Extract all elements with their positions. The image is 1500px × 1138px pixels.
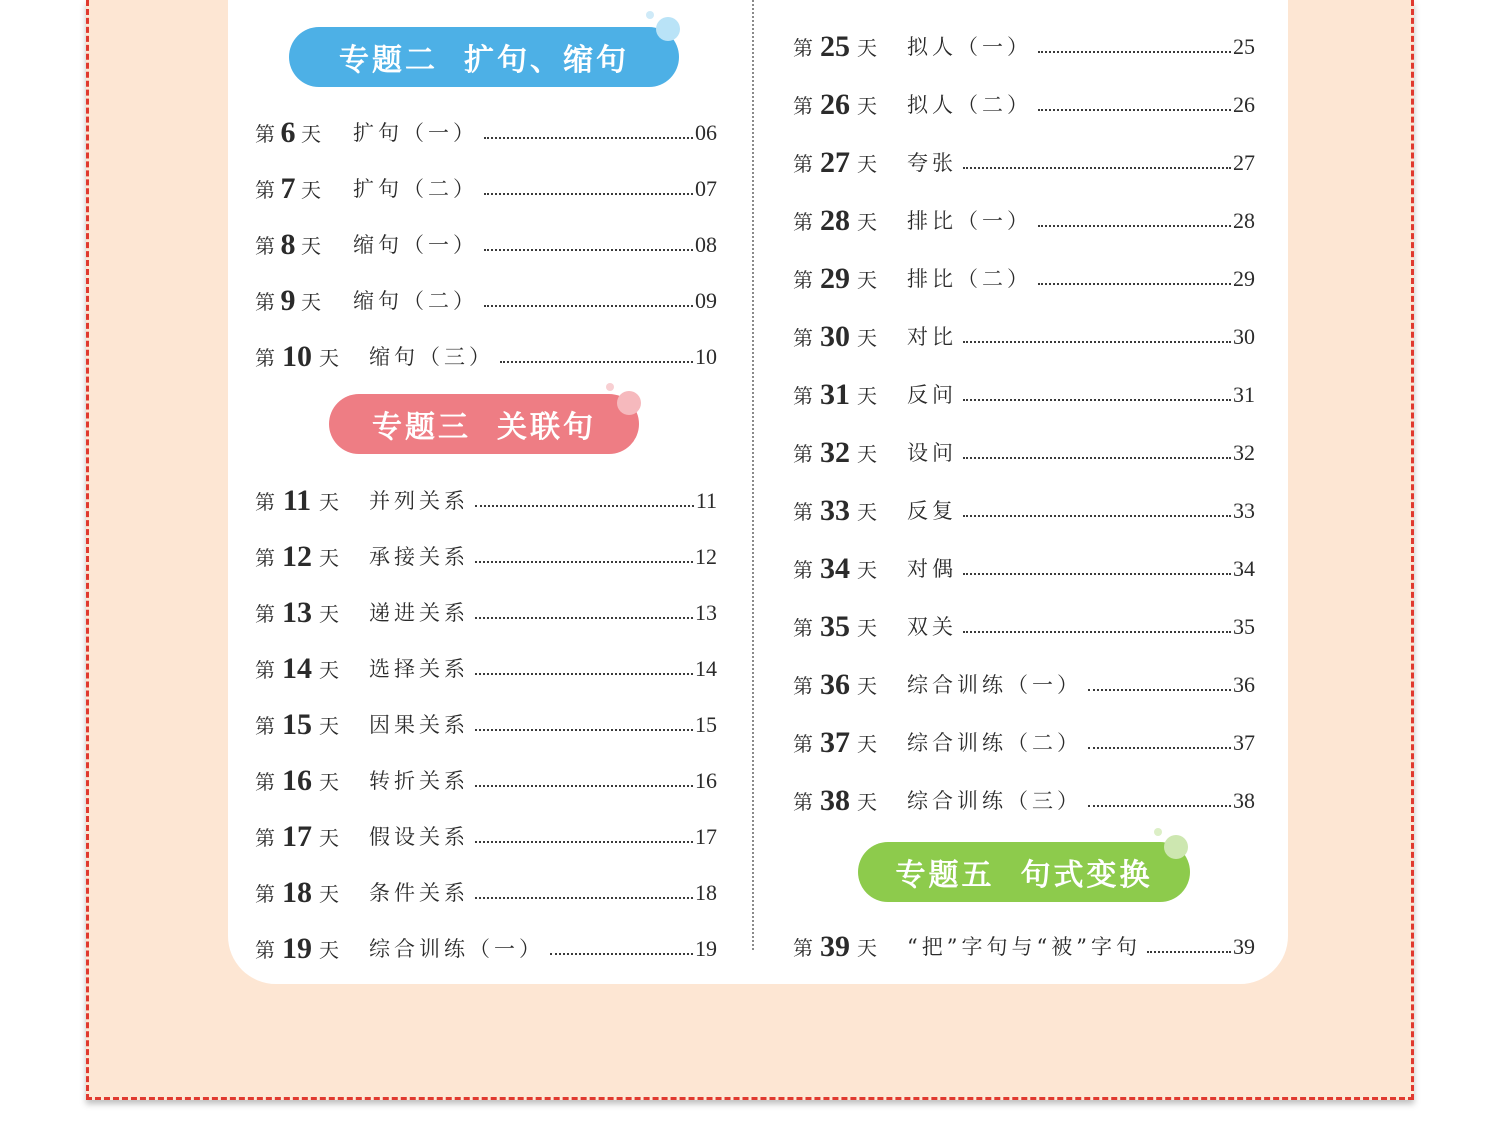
day-number: 17 — [282, 820, 312, 853]
day-prefix: 第 — [255, 770, 275, 794]
dot-leader — [484, 193, 693, 195]
entry-title: 缩句（一） — [353, 233, 478, 257]
day-suffix: 天 — [857, 36, 877, 60]
day-suffix: 天 — [857, 210, 877, 234]
day-prefix: 第 — [793, 674, 813, 698]
day-prefix: 第 — [255, 178, 275, 202]
day-prefix: 第 — [793, 936, 813, 960]
day-number: 28 — [820, 204, 850, 237]
day-suffix: 天 — [301, 122, 321, 146]
day-suffix: 天 — [319, 882, 339, 906]
toc-entry — [255, 756, 717, 796]
toc-entry — [793, 486, 1255, 526]
day-number: 15 — [282, 708, 312, 741]
toc-entry — [793, 196, 1255, 236]
day-prefix: 第 — [793, 558, 813, 582]
day-prefix: 第 — [793, 268, 813, 292]
day-prefix: 第 — [255, 882, 275, 906]
entry-title: 排比（一） — [907, 209, 1032, 233]
entry-title: 因果关系 — [369, 713, 469, 737]
entry-title: 双关 — [907, 615, 957, 639]
page-number: 39 — [1233, 934, 1255, 959]
day-suffix: 天 — [857, 558, 877, 582]
day-number: 12 — [282, 540, 312, 573]
day-number: 27 — [820, 146, 850, 179]
toc-entry — [793, 370, 1255, 410]
page-number: 37 — [1233, 730, 1255, 755]
entry-title: 综合训练（一） — [369, 937, 544, 961]
entry-title: 缩句（二） — [353, 289, 478, 313]
dot-leader — [475, 617, 693, 619]
entry-title: 夸张 — [907, 151, 957, 175]
page-number: 30 — [1233, 324, 1255, 349]
entry-title: 综合训练（三） — [907, 789, 1082, 813]
toc-entry — [255, 276, 717, 316]
day-prefix: 第 — [255, 602, 275, 626]
day-suffix: 天 — [319, 826, 339, 850]
dot-leader — [475, 785, 693, 787]
page-number: 14 — [695, 656, 717, 681]
entry-title: 选择关系 — [369, 657, 469, 681]
day-number: 16 — [282, 764, 312, 797]
topic-2-bubble-small — [646, 11, 654, 19]
day-number: 11 — [282, 484, 312, 517]
entry-title: 拟人（一） — [907, 35, 1032, 59]
page-number: 36 — [1233, 672, 1255, 697]
dot-leader — [963, 399, 1231, 401]
toc-entry — [255, 220, 717, 260]
dot-leader — [963, 515, 1231, 517]
page-number: 15 — [695, 712, 717, 737]
toc-entry — [255, 644, 717, 684]
day-number: 31 — [820, 378, 850, 411]
day-suffix: 天 — [857, 152, 877, 176]
day-prefix: 第 — [793, 790, 813, 814]
day-number: 33 — [820, 494, 850, 527]
dot-leader — [1088, 689, 1231, 691]
day-suffix: 天 — [301, 290, 321, 314]
entry-title: 排比（二） — [907, 267, 1032, 291]
topic-5-bubble — [1164, 835, 1188, 859]
day-prefix: 第 — [255, 546, 275, 570]
entry-title: 综合训练（二） — [907, 731, 1082, 755]
topic-3-title: 关联句 — [497, 410, 596, 445]
day-suffix: 天 — [857, 442, 877, 466]
page-number: 08 — [695, 232, 717, 257]
entry-title: 承接关系 — [369, 545, 469, 569]
entry-title: 反复 — [907, 499, 957, 523]
day-number: 9 — [280, 284, 296, 317]
day-number: 7 — [280, 172, 296, 205]
dot-leader — [963, 167, 1231, 169]
toc-entry — [255, 476, 717, 516]
dot-leader — [475, 841, 693, 843]
toc-entry — [793, 22, 1255, 62]
dot-leader — [1038, 283, 1231, 285]
entry-title: 假设关系 — [369, 825, 469, 849]
entry-title: 拟人（二） — [907, 93, 1032, 117]
day-number: 37 — [820, 726, 850, 759]
day-prefix: 第 — [793, 210, 813, 234]
day-suffix: 天 — [319, 658, 339, 682]
day-number: 36 — [820, 668, 850, 701]
dot-leader — [550, 953, 693, 955]
toc-entry — [255, 700, 717, 740]
day-suffix: 天 — [857, 674, 877, 698]
topic-5-title: 句式变换 — [1020, 858, 1153, 893]
day-number: 34 — [820, 552, 850, 585]
day-prefix: 第 — [255, 658, 275, 682]
toc-entry — [793, 776, 1255, 816]
day-number: 25 — [820, 30, 850, 63]
toc-entry — [793, 428, 1255, 468]
page-number: 13 — [695, 600, 717, 625]
page-number: 29 — [1233, 266, 1255, 291]
day-suffix: 天 — [857, 268, 877, 292]
day-prefix: 第 — [255, 938, 275, 962]
page-number: 27 — [1233, 150, 1255, 175]
toc-entry — [255, 108, 717, 148]
topic-2-bubble — [656, 17, 680, 41]
day-prefix: 第 — [255, 122, 275, 146]
day-number: 6 — [280, 116, 296, 149]
entry-title: 缩句（三） — [369, 345, 494, 369]
topic-5-label: 专题五 — [895, 858, 995, 893]
toc-entry — [793, 80, 1255, 120]
page-number: 07 — [695, 176, 717, 201]
dot-leader — [1038, 109, 1231, 111]
dot-leader — [500, 361, 693, 363]
page-number: 33 — [1233, 498, 1255, 523]
page-number: 12 — [695, 544, 717, 569]
day-prefix: 第 — [255, 346, 275, 370]
day-suffix: 天 — [301, 234, 321, 258]
entry-title: 递进关系 — [369, 601, 469, 625]
topic-3-bubble-small — [606, 383, 614, 391]
toc-entry — [255, 924, 717, 964]
entry-title: 并列关系 — [369, 489, 469, 513]
dot-leader — [484, 249, 693, 251]
topic-5-bubble-small — [1154, 828, 1162, 836]
day-prefix: 第 — [793, 152, 813, 176]
day-number: 13 — [282, 596, 312, 629]
day-number: 39 — [820, 930, 850, 963]
day-suffix: 天 — [301, 178, 321, 202]
day-number: 8 — [280, 228, 296, 261]
topic-3-banner — [329, 394, 639, 454]
entry-title: 综合训练（一） — [907, 673, 1082, 697]
day-prefix: 第 — [793, 442, 813, 466]
page-number: 26 — [1233, 92, 1255, 117]
dot-leader — [1038, 225, 1231, 227]
page-number: 19 — [695, 936, 717, 961]
dot-leader — [475, 505, 694, 507]
day-suffix: 天 — [857, 616, 877, 640]
day-suffix: 天 — [857, 790, 877, 814]
day-suffix: 天 — [319, 714, 339, 738]
day-prefix: 第 — [255, 234, 275, 258]
day-number: 14 — [282, 652, 312, 685]
dot-leader — [963, 573, 1231, 575]
day-number: 30 — [820, 320, 850, 353]
page-number: 17 — [695, 824, 717, 849]
dot-leader — [1147, 951, 1231, 953]
day-number: 19 — [282, 932, 312, 965]
page-number: 25 — [1233, 34, 1255, 59]
dot-leader — [475, 561, 693, 563]
toc-entry — [255, 332, 717, 372]
day-suffix: 天 — [857, 384, 877, 408]
dot-leader — [475, 673, 693, 675]
page-number: 38 — [1233, 788, 1255, 813]
dot-leader — [963, 631, 1231, 633]
day-prefix: 第 — [255, 714, 275, 738]
page-number: 28 — [1233, 208, 1255, 233]
dot-leader — [475, 897, 693, 899]
page-number: 34 — [1233, 556, 1255, 581]
page-number: 09 — [695, 288, 717, 313]
entry-title: 扩句（一） — [353, 121, 478, 145]
day-prefix: 第 — [793, 94, 813, 118]
dot-leader — [475, 729, 693, 731]
day-prefix: 第 — [255, 826, 275, 850]
toc-entry — [793, 660, 1255, 700]
topic-2-banner — [289, 27, 679, 87]
toc-entry — [255, 868, 717, 908]
topic-3-label: 专题三 — [372, 410, 471, 445]
toc-entry — [255, 588, 717, 628]
page-number: 11 — [695, 488, 717, 513]
day-suffix: 天 — [319, 602, 339, 626]
dot-leader — [1088, 805, 1231, 807]
day-prefix: 第 — [793, 384, 813, 408]
dot-leader — [963, 457, 1231, 459]
entry-title: 对偶 — [907, 557, 957, 581]
day-number: 18 — [282, 876, 312, 909]
page-number: 16 — [695, 768, 717, 793]
day-suffix: 天 — [319, 546, 339, 570]
day-suffix: 天 — [857, 732, 877, 756]
day-suffix: 天 — [319, 490, 339, 514]
day-number: 26 — [820, 88, 850, 121]
entry-title: 对比 — [907, 325, 957, 349]
entry-title: “把”字句与“被”字句 — [907, 935, 1141, 959]
toc-entry — [793, 922, 1255, 962]
entry-title: 条件关系 — [369, 881, 469, 905]
day-prefix: 第 — [793, 732, 813, 756]
day-number: 32 — [820, 436, 850, 469]
day-prefix: 第 — [793, 616, 813, 640]
page-number: 32 — [1233, 440, 1255, 465]
dot-leader — [963, 341, 1231, 343]
toc-entry — [793, 138, 1255, 178]
toc-entry — [255, 812, 717, 852]
topic-2-label: 专题二 — [339, 43, 438, 78]
toc-entry — [255, 164, 717, 204]
day-prefix: 第 — [255, 490, 275, 514]
day-prefix: 第 — [793, 326, 813, 350]
day-number: 10 — [282, 340, 312, 373]
topic-2-title: 扩句、缩句 — [464, 43, 629, 78]
entry-title: 反问 — [907, 383, 957, 407]
toc-entry — [793, 718, 1255, 758]
dot-leader — [484, 137, 693, 139]
day-prefix: 第 — [255, 290, 275, 314]
page-number: 06 — [695, 120, 717, 145]
entry-title: 转折关系 — [369, 769, 469, 793]
entry-title: 设问 — [907, 441, 957, 465]
day-suffix: 天 — [319, 346, 339, 370]
toc-entry — [255, 532, 717, 572]
day-suffix: 天 — [857, 936, 877, 960]
toc-entry — [793, 312, 1255, 352]
page-number: 10 — [695, 344, 717, 369]
day-suffix: 天 — [857, 500, 877, 524]
dot-leader — [1038, 51, 1231, 53]
column-divider — [752, 0, 754, 950]
day-prefix: 第 — [793, 36, 813, 60]
day-suffix: 天 — [857, 94, 877, 118]
topic-3-bubble — [617, 391, 641, 415]
dot-leader — [1088, 747, 1231, 749]
day-prefix: 第 — [793, 500, 813, 524]
page-number: 31 — [1233, 382, 1255, 407]
day-number: 35 — [820, 610, 850, 643]
day-number: 38 — [820, 784, 850, 817]
page-number: 18 — [695, 880, 717, 905]
toc-entry — [793, 544, 1255, 584]
day-suffix: 天 — [857, 326, 877, 350]
toc-entry — [793, 602, 1255, 642]
toc-entry — [793, 254, 1255, 294]
day-number: 29 — [820, 262, 850, 295]
page-number: 35 — [1233, 614, 1255, 639]
day-suffix: 天 — [319, 770, 339, 794]
topic-5-banner — [858, 842, 1190, 902]
entry-title: 扩句（二） — [353, 177, 478, 201]
day-suffix: 天 — [319, 938, 339, 962]
dot-leader — [484, 305, 693, 307]
